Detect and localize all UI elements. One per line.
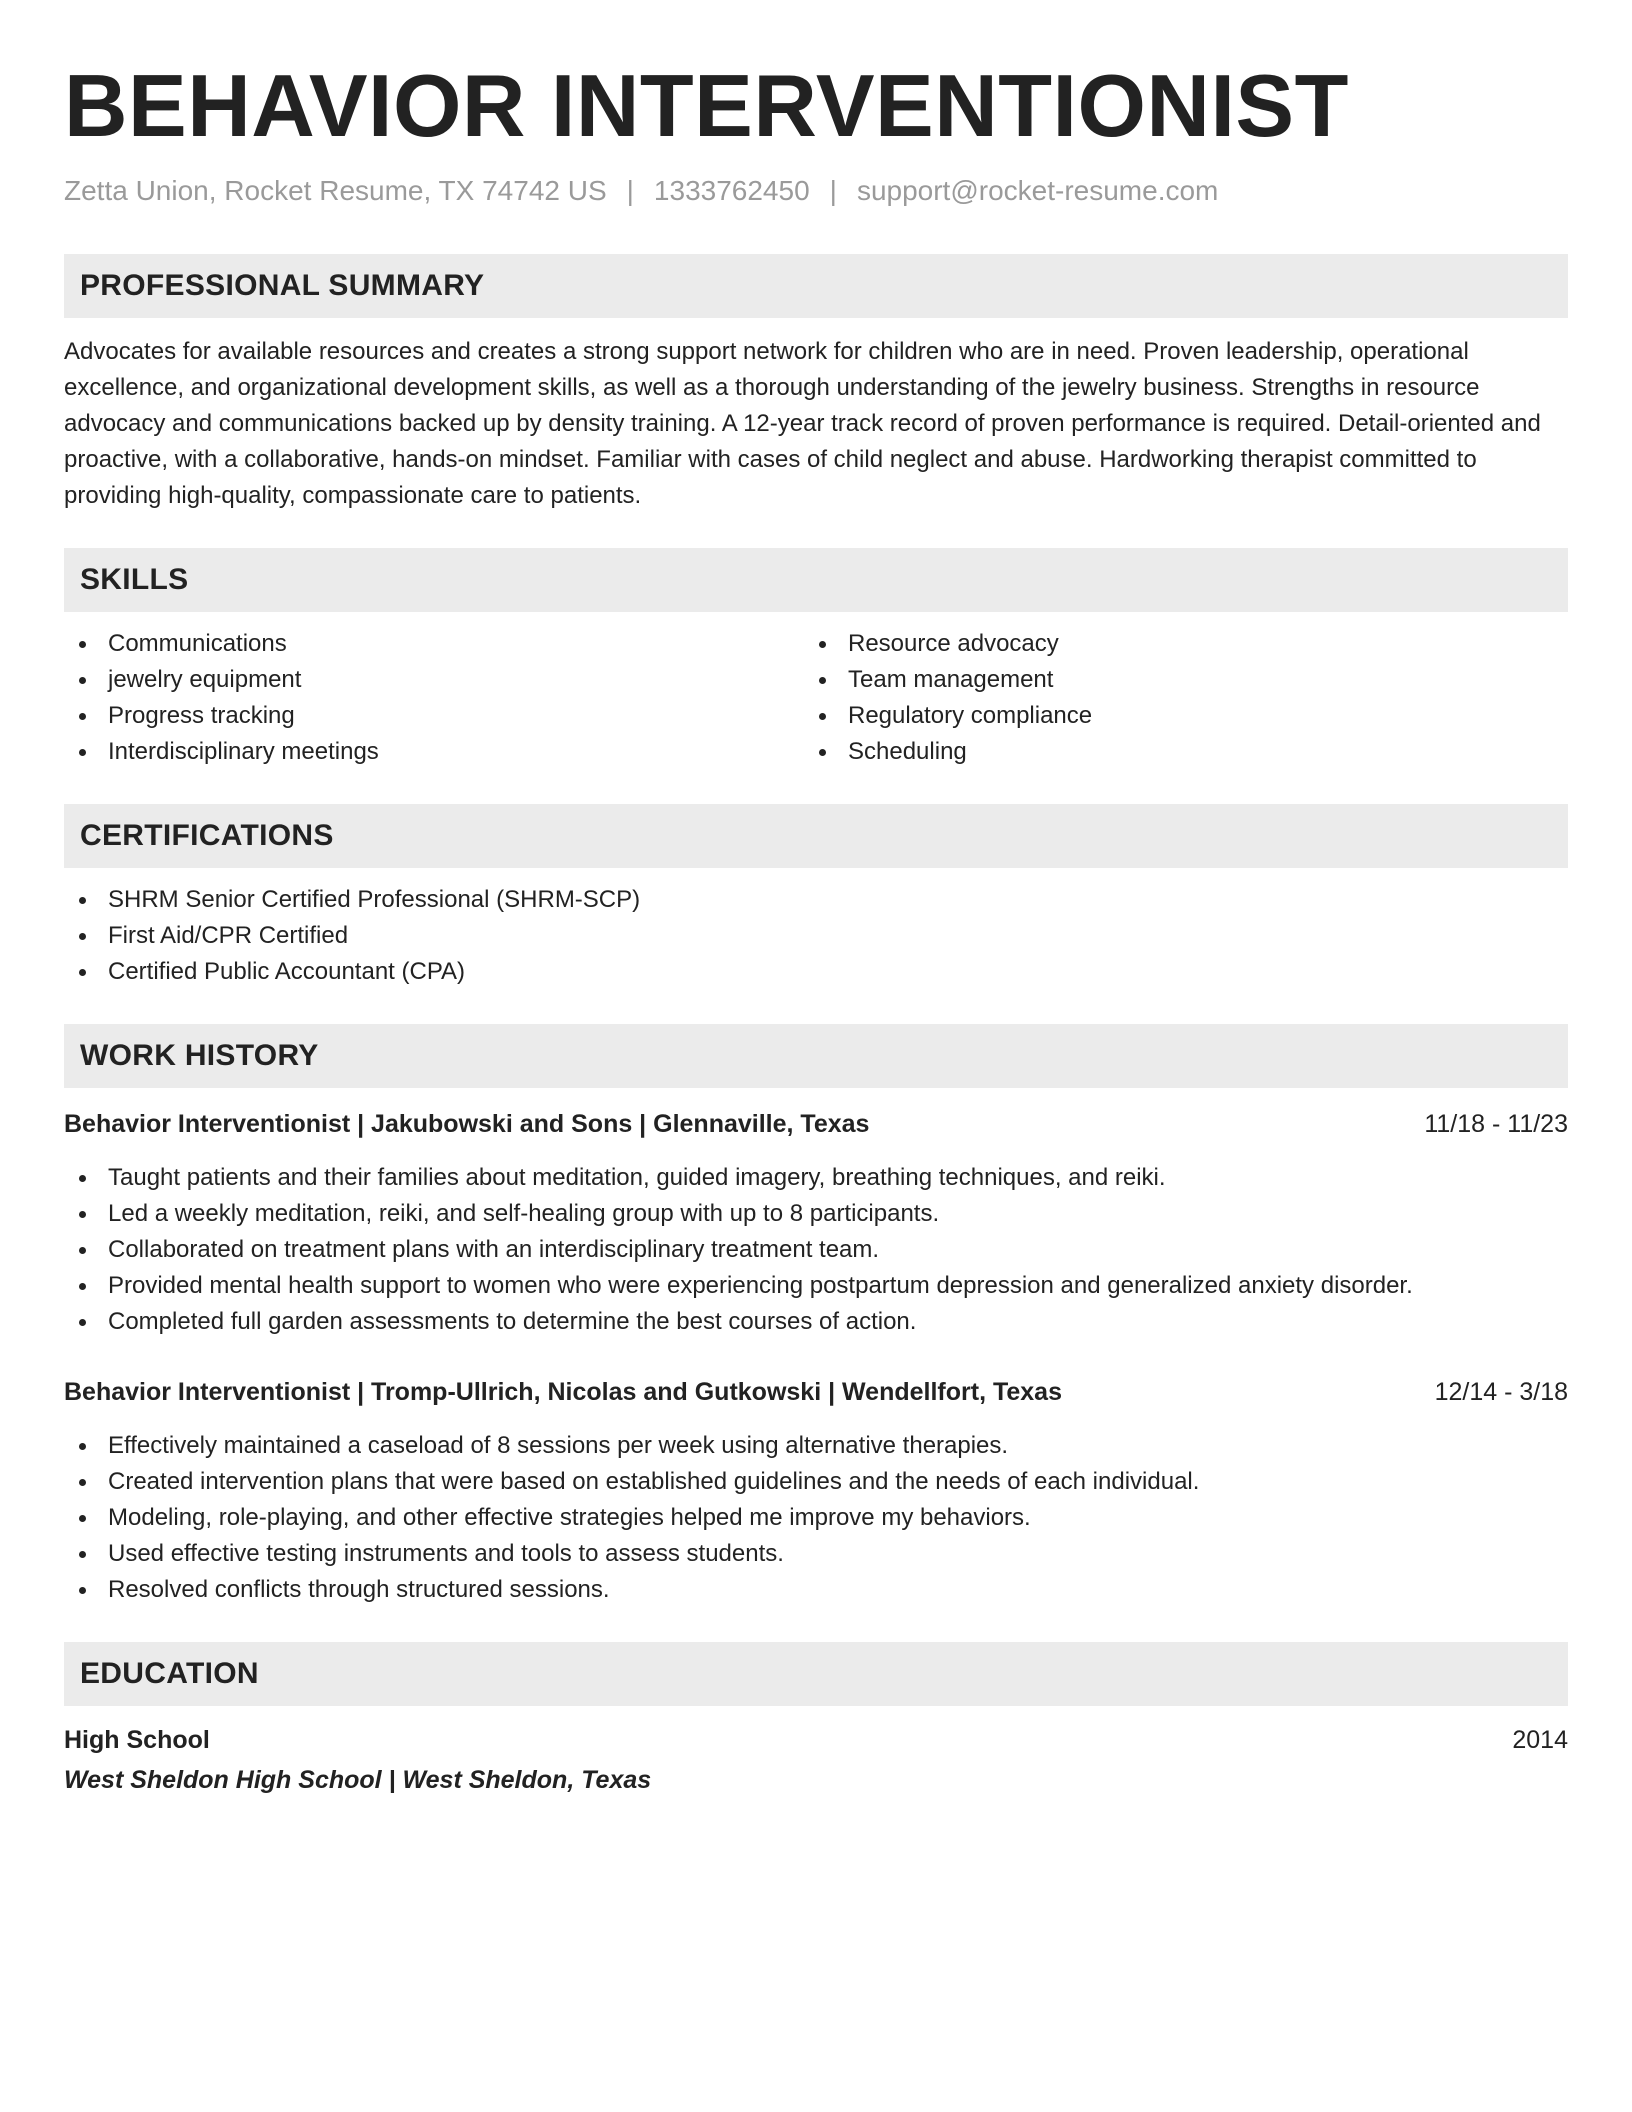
education-school: West Sheldon High School | West Sheldon, Texas bbox=[64, 1766, 652, 1794]
skills-list-left bbox=[64, 626, 804, 770]
job-title: Behavior Interventionist | Jakubowski and Sons | Glennaville, Texas bbox=[64, 1110, 870, 1138]
skill-item: jewelry equipment bbox=[64, 662, 804, 698]
contact-phone: 1333762450 bbox=[653, 175, 810, 206]
job-bullet: Modeling, role-playing, and other effective strategies helped me improve my behaviors. bbox=[64, 1500, 1568, 1536]
job-bullet: Led a weekly meditation, reiki, and self-healing group with up to 8 participants. bbox=[64, 1196, 1568, 1232]
job-dates: 11/18 - 11/23 bbox=[1424, 1110, 1568, 1138]
skill-item: Resource advocacy bbox=[804, 626, 1544, 662]
certification-item: First Aid/CPR Certified bbox=[64, 918, 1568, 954]
contact-address: Zetta Union, Rocket Resume, TX 74742 US bbox=[64, 175, 607, 206]
contact-separator: | bbox=[829, 175, 837, 206]
job-bullet: Effectively maintained a caseload of 8 sessions per week using alternative therapies. bbox=[64, 1428, 1568, 1464]
education-degree: High School bbox=[64, 1726, 210, 1754]
job-bullet: Provided mental health support to women who were experiencing postpartum depression and generalized anxiety disorder. bbox=[64, 1268, 1568, 1304]
section-header-summary: PROFESSIONAL SUMMARY bbox=[64, 254, 1568, 318]
section-header-work-history: WORK HISTORY bbox=[64, 1024, 1568, 1088]
job-header bbox=[64, 1106, 1568, 1142]
contact-email: support@rocket-resume.com bbox=[856, 175, 1219, 206]
section-header-skills: SKILLS bbox=[64, 548, 1568, 612]
skill-item: Regulatory compliance bbox=[804, 698, 1544, 734]
skills-column-left bbox=[64, 626, 804, 770]
skills-grid bbox=[64, 626, 1568, 770]
job-header bbox=[64, 1374, 1568, 1410]
job-bullet: Resolved conflicts through structured sessions. bbox=[64, 1572, 1568, 1608]
certification-item: SHRM Senior Certified Professional (SHRM-SCP) bbox=[64, 882, 1568, 918]
skill-item: Scheduling bbox=[804, 734, 1544, 770]
skill-item: Progress tracking bbox=[64, 698, 804, 734]
job-bullet: Created intervention plans that were based on established guidelines and the needs of each individual. bbox=[64, 1464, 1568, 1500]
job-bullets bbox=[64, 1428, 1568, 1608]
summary-text: Advocates for available resources and creates a strong support network for children who are in need. Proven leadership, operational excellence, and organizational development skills, as well as a thorough understanding of the jewelry business. Strengths in resource advocacy and communications backed up by density training. A 12-year track record of proven performance is required. Detail-oriented and proactive, with a collaborative, hands-on mindset. Familiar with cases of child neglect and abuse. Hardworking therapist committed to providing high-quality, compassionate care to patients. bbox=[64, 338, 1541, 509]
skill-item: Team management bbox=[804, 662, 1544, 698]
job-bullets bbox=[64, 1160, 1568, 1340]
education-year: 2014 bbox=[1512, 1726, 1568, 1754]
job-bullet: Collaborated on treatment plans with an interdisciplinary treatment team. bbox=[64, 1232, 1568, 1268]
education-entry bbox=[64, 1722, 1568, 1798]
job-entry bbox=[64, 1374, 1568, 1608]
skill-item: Interdisciplinary meetings bbox=[64, 734, 804, 770]
contact-line bbox=[64, 174, 1568, 208]
skills-column-right bbox=[804, 626, 1544, 770]
certifications-list bbox=[64, 882, 1568, 990]
certification-item: Certified Public Accountant (CPA) bbox=[64, 954, 1568, 990]
resume-name: BEHAVIOR INTERVENTIONIST bbox=[64, 56, 1349, 155]
job-bullet: Taught patients and their families about meditation, guided imagery, breathing techniques, and reiki. bbox=[64, 1160, 1568, 1196]
section-header-certifications: CERTIFICATIONS bbox=[64, 804, 1568, 868]
job-entry bbox=[64, 1106, 1568, 1340]
job-dates: 12/14 - 3/18 bbox=[1434, 1378, 1568, 1406]
job-bullet: Used effective testing instruments and tools to assess students. bbox=[64, 1536, 1568, 1572]
section-header-education: EDUCATION bbox=[64, 1642, 1568, 1706]
job-title: Behavior Interventionist | Tromp-Ullrich, Nicolas and Gutkowski | Wendellfort, Texas bbox=[64, 1378, 1062, 1406]
job-bullet: Completed full garden assessments to determine the best courses of action. bbox=[64, 1304, 1568, 1340]
skill-item: Communications bbox=[64, 626, 804, 662]
contact-separator: | bbox=[626, 175, 634, 206]
education-header bbox=[64, 1722, 1568, 1758]
skills-list-right bbox=[804, 626, 1544, 770]
